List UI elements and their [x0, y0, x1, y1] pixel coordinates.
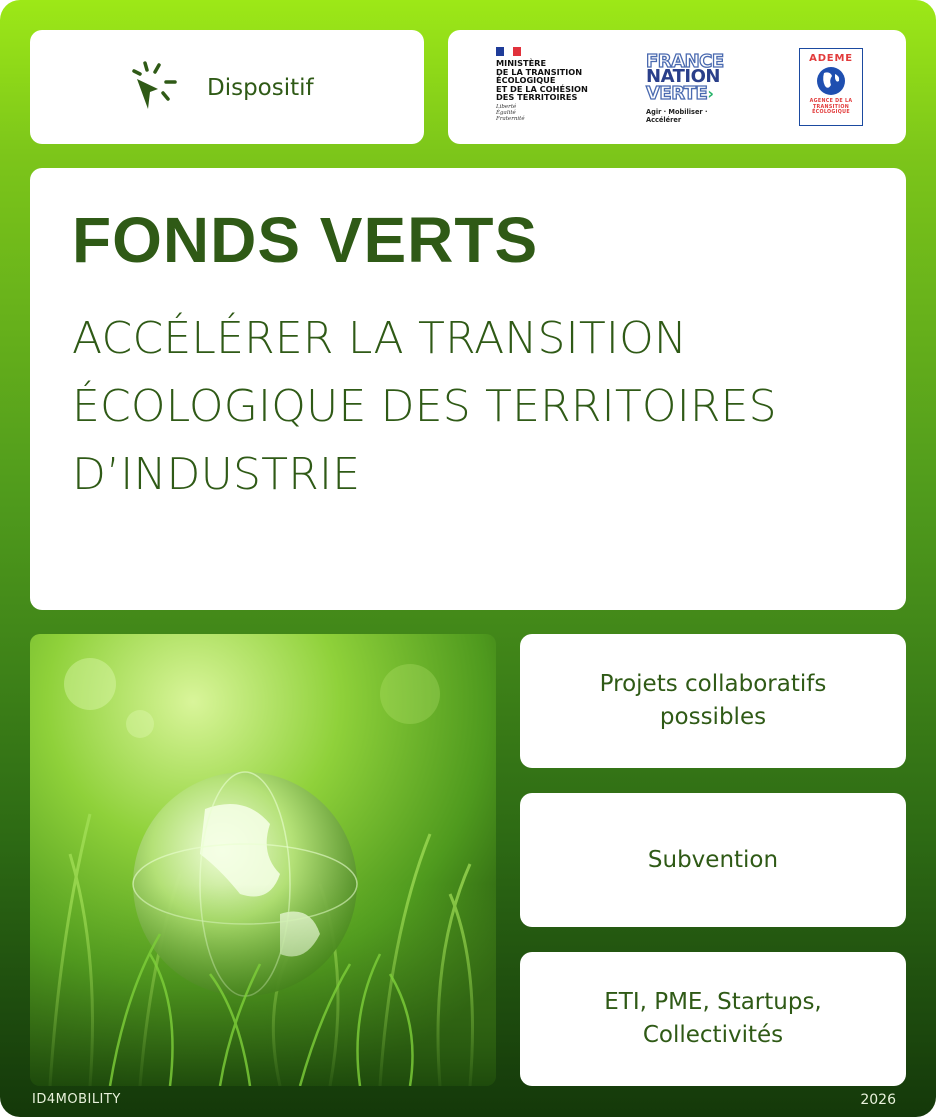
ademe-logo [799, 48, 863, 126]
globe-icon [816, 66, 846, 96]
ministere-motto: Liberté Égalité Fraternité [496, 103, 525, 122]
info-card-label: ETI, PME, Startups, Collectivités [604, 989, 822, 1048]
fnv-line-1: FRANCE [646, 51, 724, 72]
info-card-label: Subvention [647, 846, 779, 873]
page-subtitle: ACCÉLÉRER LA TRANSITION ÉCOLOGIQUE DES TERRITOIRES D’INDUSTRIE [72, 313, 777, 500]
page-title: FONDS VERTS [72, 204, 539, 276]
info-card-subvention [520, 793, 906, 927]
fnv-line-3: VERTE [646, 83, 708, 104]
chevron-right-icon: › [707, 84, 714, 103]
cursor-click-icon [130, 60, 186, 112]
globe-grass-photo [30, 634, 496, 1086]
info-card-collaborative [520, 634, 906, 768]
ademe-subtitle: AGENCE DE LA TRANSITION ÉCOLOGIQUE [809, 99, 853, 116]
fnv-tagline: Agir · Mobiliser · Accélérer [646, 108, 708, 124]
ministere-logo [496, 47, 606, 122]
ministere-name: MINISTÈRE DE LA TRANSITION ÉCOLOGIQUE ET DE LA COHÉSION DES TERRITOIRES [496, 58, 588, 103]
footer-brand: ID4MOBILITY [32, 1092, 121, 1107]
french-flag-icon [496, 47, 521, 56]
footer-year: 2026 [860, 1092, 896, 1108]
info-card-beneficiaries [520, 952, 906, 1086]
info-card-label: Projets collaboratifs possibles [599, 671, 827, 730]
ademe-name: ADEME [809, 53, 853, 64]
dispositif-label: Dispositif [207, 75, 314, 101]
fnv-line-2: NATION [646, 66, 720, 87]
france-nation-verte-logo [646, 51, 742, 124]
